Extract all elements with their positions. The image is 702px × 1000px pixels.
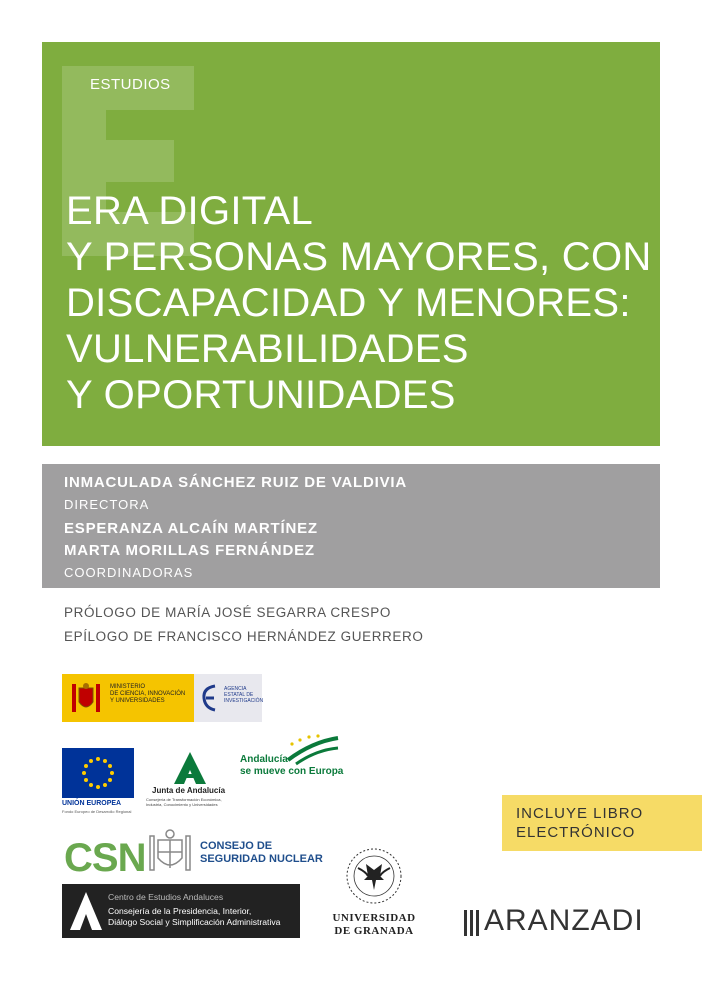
cea-logo (62, 884, 300, 938)
title-line: VULNERABILIDADES (66, 327, 469, 371)
series-label: ESTUDIOS (90, 76, 171, 93)
agencia-text: AGENCIA (224, 686, 247, 692)
csn-logo: CSN (64, 836, 146, 880)
eu-fund: Fondo Europeo de Desarrollo Regional (62, 809, 132, 814)
coordinator-name: ESPERANZA ALCAÍN MARTÍNEZ (64, 520, 318, 537)
director-role: DIRECTORA (64, 497, 150, 512)
ugr-name: UNIVERSIDAD (332, 912, 416, 924)
eu-name: UNIÓN EUROPEA (62, 800, 122, 807)
ebook-badge (502, 795, 702, 851)
epilogue: EPÍLOGO DE FRANCISCO HERNÁNDEZ GUERRERO (64, 629, 424, 644)
csn-coat-of-arms-icon (146, 828, 194, 876)
agencia-logo (194, 674, 262, 722)
title-line: Y OPORTUNIDADES (66, 373, 456, 417)
junta-sub: Industria, Conocimiento y Universidades (146, 802, 218, 807)
aranzadi-bars-icon (464, 910, 480, 936)
coat-of-arms-icon (68, 680, 104, 716)
publisher-logo: ARANZADI (484, 904, 644, 937)
junta-andalucia-icon (172, 752, 208, 784)
title-line: DISCAPACIDAD Y MENORES: (66, 281, 631, 325)
ugr-seal-icon (344, 846, 404, 906)
junta-sub: Consejería de Transformación Económica, (146, 797, 222, 802)
coordinator-name: MARTA MORILLAS FERNÁNDEZ (64, 542, 315, 559)
aei-logo-icon (199, 680, 221, 716)
ministerio-text: Y UNIVERSIDADES (110, 698, 165, 704)
badge-line: ELECTRÓNICO (516, 824, 636, 841)
ministerio-text: MINISTERIO (110, 684, 146, 690)
book-title (66, 188, 652, 418)
coordinators-role: COORDINADORAS (64, 565, 194, 580)
prologue: PRÓLOGO DE MARÍA JOSÉ SEGARRA CRESPO (64, 605, 391, 620)
agencia-text: ESTATAL DE (224, 692, 254, 698)
title-block (42, 42, 660, 446)
eu-flag (62, 748, 134, 798)
title-line: Y PERSONAS MAYORES, CON (66, 235, 652, 279)
andalucia-europa-text: se mueve con Europa (240, 766, 344, 777)
cea-name: Centro de Estudios Andaluces (108, 892, 224, 902)
csn-name: CONSEJO DE (200, 840, 273, 852)
ugr-name: DE GRANADA (334, 925, 414, 937)
badge-line: INCLUYE LIBRO (516, 805, 644, 822)
cea-a-icon (70, 892, 102, 930)
ministerio-text: DE CIENCIA, INNOVACIÓN (110, 691, 186, 697)
cea-consejeria: Consejería de la Presidencia, Interior, (108, 906, 252, 916)
csn-name: SEGURIDAD NUCLEAR (200, 853, 323, 865)
eu-stars-icon (62, 748, 134, 798)
ministerio-logo (62, 674, 262, 722)
cea-consejeria: Diálogo Social y Simplificación Administrativa (108, 917, 281, 927)
junta-name: Junta de Andalucía (152, 786, 226, 795)
title-line: ERA DIGITAL (66, 189, 314, 233)
andalucia-europa-text: Andalucía (240, 754, 288, 765)
director-name: INMACULADA SÁNCHEZ RUIZ DE VALDIVIA (64, 474, 407, 491)
credits-block (42, 464, 660, 588)
agencia-text: INVESTIGACIÓN (224, 698, 264, 704)
